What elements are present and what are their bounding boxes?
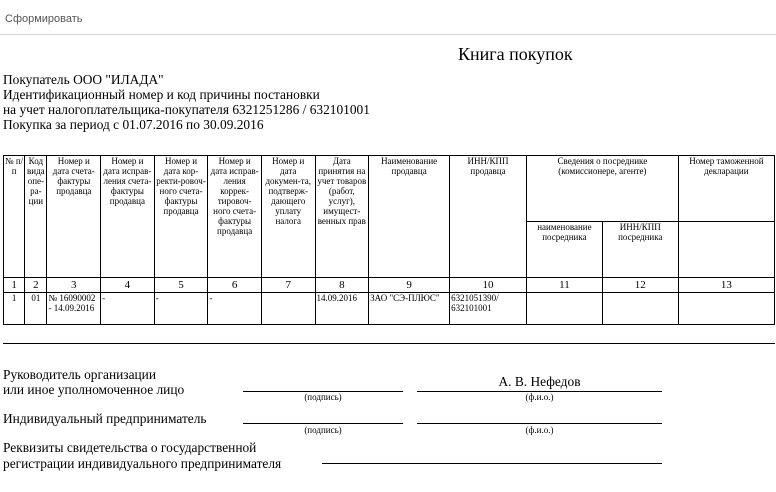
registration-label-2: регистрации индивидуального предпринимателя xyxy=(3,456,282,471)
head-name: А. В. Нефедов xyxy=(498,374,581,389)
column-number: 8 xyxy=(315,278,369,293)
header-cell-11: наименование посредника xyxy=(526,222,602,278)
column-number: 10 xyxy=(450,278,527,293)
header-cell-9: Наименование продавца xyxy=(369,156,450,278)
column-number: 9 xyxy=(369,278,450,293)
invoice-number-date: № 16090002 - 14.09.2016 xyxy=(47,293,101,325)
header-cell-5: Номер и дата кор-ректи-ровоч-ного счета-фактуры продавца xyxy=(154,156,208,278)
registration-line xyxy=(322,463,662,464)
column-number: 6 xyxy=(208,278,262,293)
intermediary-name xyxy=(526,293,602,325)
header-cell-7: Номер и дата докумен-та, подтверж-дающего уплату налога xyxy=(261,156,315,278)
table-row xyxy=(4,293,775,325)
column-number: 3 xyxy=(47,278,101,293)
ip-fio-caption: (ф.и.о.) xyxy=(525,425,554,435)
payment-document xyxy=(261,293,315,325)
header-cell-13-blank xyxy=(678,222,774,278)
inn-line-1: Идентификационный номер и код причины постановки xyxy=(3,87,320,102)
inn-line-2: на учет налогоплательщика-покупателя 6321251286 / 632101001 xyxy=(3,102,370,117)
toolbar xyxy=(0,0,776,35)
purchase-book-table xyxy=(3,155,775,325)
page-title: Книга покупок xyxy=(458,44,573,64)
column-number: 1 xyxy=(4,278,25,293)
acceptance-date: 14.09.2016 xyxy=(315,293,369,325)
operation-code: 01 xyxy=(25,293,47,325)
form-button[interactable]: Сформировать xyxy=(5,13,83,25)
column-number: 11 xyxy=(526,278,602,293)
header-cell-13: Номер таможенной декларации xyxy=(678,156,774,222)
head-label-2: или иное уполномоченное лицо xyxy=(3,382,185,397)
column-number: 13 xyxy=(678,278,774,293)
customs-declaration xyxy=(678,293,774,325)
divider xyxy=(3,343,775,344)
header-cell-3: Номер и дата счета-фактуры продавца xyxy=(47,156,101,278)
head-fio-caption: (ф.и.о.) xyxy=(525,392,554,402)
ip-label: Индивидуальный предприниматель xyxy=(3,411,207,426)
registration-label-1: Реквизиты свидетельства о государственной xyxy=(3,440,257,455)
column-number: 5 xyxy=(154,278,208,293)
header-cell-4: Номер и дата исправ-ления счета-фактуры продавца xyxy=(101,156,155,278)
column-number: 12 xyxy=(602,278,678,293)
correction-invoice: - xyxy=(101,293,155,325)
header-cell-10: ИНН/КПП продавца xyxy=(450,156,527,278)
buyer-line: Покупатель ООО "ИЛАДА" xyxy=(3,72,164,87)
header-cell-intermediary: Сведения о посреднике (комиссионере, агенте) xyxy=(526,156,678,222)
header-cell-2: Код вида опе-ра-ции xyxy=(25,156,47,278)
column-numbers-row xyxy=(4,278,775,293)
ip-signature-line xyxy=(243,423,403,424)
adjustment-invoice: - xyxy=(154,293,208,325)
ip-name-line xyxy=(417,423,662,424)
seller-inn: 6321051390/ 632101001 xyxy=(450,293,527,325)
header-cell-1: № п/п xyxy=(4,156,25,278)
adjustment-correction-invoice: - xyxy=(208,293,262,325)
seller-name: ЗАО "СЭ-ПЛЮС" xyxy=(369,293,450,325)
header-cell-12: ИНН/КПП посредника xyxy=(602,222,678,278)
header-cell-6: Номер и дата исправ-ления коррек-тировоч-ного счета-фактуры продавца xyxy=(208,156,262,278)
ip-sign-caption: (подпись) xyxy=(304,425,342,435)
row-number: 1 xyxy=(4,293,25,325)
head-label-1: Руководитель организации xyxy=(3,367,157,382)
head-sign-caption: (подпись) xyxy=(304,392,342,402)
column-number: 2 xyxy=(25,278,47,293)
column-number: 4 xyxy=(101,278,155,293)
column-number: 7 xyxy=(261,278,315,293)
intermediary-inn xyxy=(602,293,678,325)
header-cell-8: Дата принятия на учет товаров (работ, услуг), имущест-венных прав xyxy=(315,156,369,278)
period-line: Покупка за период с 01.07.2016 по 30.09.2016 xyxy=(3,117,264,132)
document-info xyxy=(3,72,370,132)
